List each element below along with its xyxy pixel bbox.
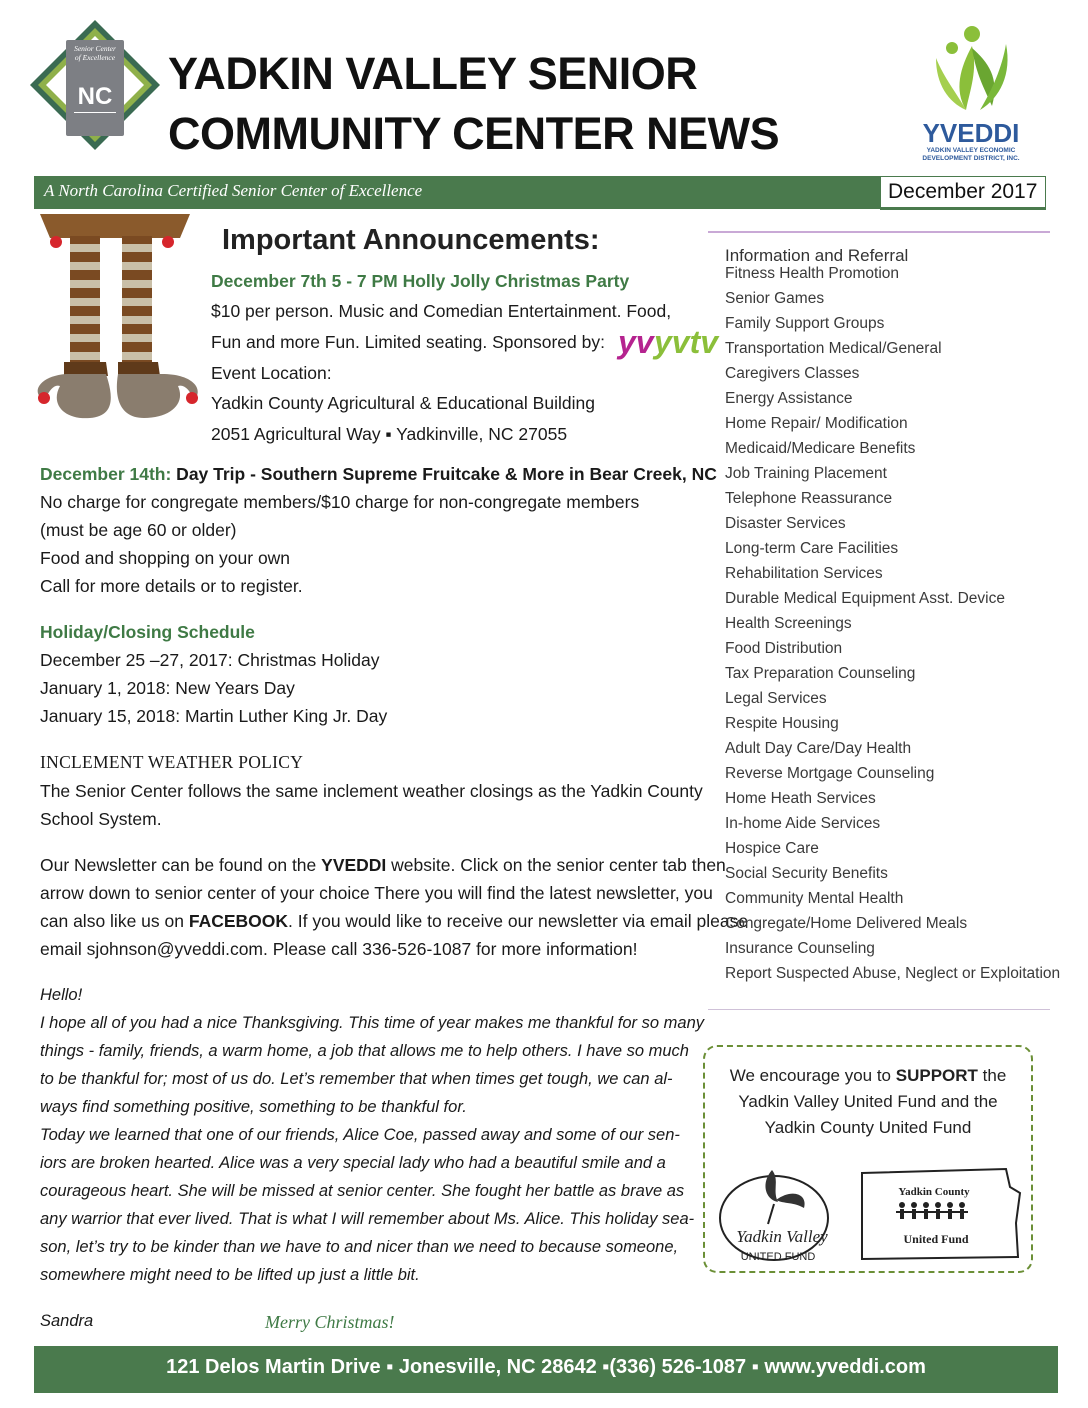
svg-text:of Excellence: of Excellence bbox=[74, 53, 116, 62]
referral-item: Telephone Reassurance bbox=[725, 490, 893, 507]
trip-title bbox=[40, 464, 717, 485]
referral-item: Health Screenings bbox=[725, 615, 852, 632]
referral-item: Hospice Care bbox=[725, 840, 819, 857]
svg-text:YVEDDI: YVEDDI bbox=[922, 118, 1020, 148]
svg-text:yvtv: yvtv bbox=[654, 324, 719, 360]
trip-title-text: Day Trip - Southern Supreme Fruitcake & More in Bear Creek, NC bbox=[171, 464, 717, 484]
support-text: We encourage you to bbox=[729, 1066, 896, 1085]
footer-contact: 121 Delos Martin Drive ▪ Jonesville, NC 28642 ▪(336) 526-1087 ▪ www.yveddi.com bbox=[166, 1356, 926, 1378]
elf-legs-illustration bbox=[30, 214, 200, 434]
trip-line4: Call for more details or to register. bbox=[40, 576, 303, 596]
referral-item: Tax Preparation Counseling bbox=[725, 665, 916, 682]
letter-line: to be thankful for; most of us do. Let’s remember that when times get tough, we can al- bbox=[40, 1070, 673, 1088]
support-line3: Yadkin County United Fund bbox=[764, 1118, 972, 1137]
svg-text:YADKIN VALLEY ECONOMIC: YADKIN VALLEY ECONOMIC bbox=[926, 147, 1016, 154]
letter-line: any warrior that ever lived. That is what I will remember about Ms. Alice. This holiday sea- bbox=[40, 1210, 695, 1228]
party-title: December 7th 5 - 7 PM Holly Jolly Christmas Party bbox=[211, 271, 630, 291]
holiday-line3: January 15, 2018: Martin Luther King Jr. Day bbox=[40, 706, 388, 726]
support-line2: Yadkin Valley United Fund and the bbox=[738, 1092, 998, 1111]
trip-line3: Food and shopping on your own bbox=[40, 548, 291, 568]
holiday-line2: January 1, 2018: New Years Day bbox=[40, 678, 295, 698]
referral-item: Medicaid/Medicare Benefits bbox=[725, 440, 916, 457]
letter-line: ways find something positive, something to be thankful for. bbox=[40, 1098, 467, 1116]
issue-date: December 2017 bbox=[888, 180, 1038, 203]
referral-item: Durable Medical Equipment Asst. Device bbox=[725, 590, 1005, 607]
referral-item: Congregate/Home Delivered Meals bbox=[725, 915, 968, 932]
referral-item: Respite Housing bbox=[725, 715, 839, 732]
yadkin-valley-united-fund-logo bbox=[712, 1160, 852, 1270]
newsletter-info-text: Our Newsletter can be found on the bbox=[40, 855, 322, 875]
letter-line: iors are broken hearted. Alice was a very special lady who had a beautiful smile and a bbox=[40, 1154, 666, 1172]
letter-line: somewhere might need to be lifted up just a little bit. bbox=[40, 1266, 420, 1284]
referral-item: Energy Assistance bbox=[725, 390, 853, 407]
tagline-text: A North Carolina Certified Senior Center of Excellence bbox=[44, 181, 423, 200]
referral-item: Food Distribution bbox=[725, 640, 843, 657]
newsletter-info-line4: email sjohnson@yveddi.com. Please call 336-526-1087 for more information! bbox=[40, 939, 638, 959]
referral-item: Reverse Mortgage Counseling bbox=[725, 765, 935, 782]
support-text: the bbox=[977, 1066, 1007, 1085]
referral-item: Job Training Placement bbox=[725, 465, 887, 482]
letter-line: I hope all of you had a nice Thanksgiving. This time of year makes me thankful for so many bbox=[40, 1014, 704, 1032]
svg-text:Yadkin Valley: Yadkin Valley bbox=[736, 1227, 828, 1246]
holiday-line1: December 25 –27, 2017: Christmas Holiday bbox=[40, 650, 380, 670]
letter-line: son, let’s try to be kinder than we have to and nicer than we need to because someone, bbox=[40, 1238, 679, 1256]
referral-item: Family Support Groups bbox=[725, 315, 885, 332]
party-detail-line1: $10 per person. Music and Comedian Entertainment. Food, bbox=[211, 301, 672, 321]
svg-text:DEVELOPMENT DISTRICT, INC.: DEVELOPMENT DISTRICT, INC. bbox=[922, 155, 1020, 162]
referral-item: Report Suspected Abuse, Neglect or Exploitation bbox=[725, 965, 1061, 982]
newsletter-info-line2: arrow down to senior center of your choice There you will find the latest newsletter, you bbox=[40, 883, 713, 903]
svg-text:UNITED FUND: UNITED FUND bbox=[740, 1251, 816, 1263]
letter-line: Today we learned that one of our friends, Alice Coe, passed away and some of our sen- bbox=[40, 1126, 680, 1144]
svg-text:Yadkin County: Yadkin County bbox=[898, 1186, 970, 1198]
svg-text:Senior Center: Senior Center bbox=[74, 44, 116, 53]
support-line1 bbox=[718, 1066, 1018, 1086]
referral-item: Legal Services bbox=[725, 690, 827, 707]
newsletter-info-text: website. Click on the senior center tab then bbox=[386, 855, 726, 875]
letter-greeting: Hello! bbox=[40, 986, 83, 1004]
referral-item: In-home Aide Services bbox=[725, 815, 881, 832]
party-detail-line2: Fun and more Fun. Limited seating. Sponsored by: bbox=[211, 332, 605, 352]
weather-policy-title: INCLEMENT WEATHER POLICY bbox=[40, 752, 304, 772]
letter-line: things - family, friends, a warm home, a job that allows me to help others. I have so much bbox=[40, 1042, 689, 1060]
yveddi-website-link[interactable]: YVEDDI bbox=[321, 855, 387, 875]
yveddi-logo bbox=[896, 18, 1046, 164]
sidebar-title: Information and Referral bbox=[725, 246, 909, 265]
referral-item: Senior Games bbox=[725, 290, 825, 307]
yadkin-county-united-fund-logo bbox=[856, 1163, 1024, 1263]
referral-item: Transportation Medical/General bbox=[725, 340, 942, 357]
weather-policy-line2: School System. bbox=[40, 809, 162, 829]
announcements-heading: Important Announcements: bbox=[222, 224, 600, 256]
referral-item: Adult Day Care/Day Health bbox=[725, 740, 912, 757]
holiday-schedule-title: Holiday/Closing Schedule bbox=[40, 622, 255, 642]
party-location-label: Event Location: bbox=[211, 363, 332, 383]
referral-item: Rehabilitation Services bbox=[725, 565, 883, 582]
merry-christmas-closing: Merry Christmas! bbox=[265, 1312, 395, 1332]
svg-text:NC: NC bbox=[77, 83, 113, 110]
referral-item: Fitness Health Promotion bbox=[725, 265, 900, 282]
newsletter-info-text: . If you would like to receive our newsletter via email please bbox=[288, 911, 749, 931]
weather-policy-line1: The Senior Center follows the same inclement weather closings as the Yadkin County bbox=[40, 781, 703, 801]
newsletter-info-text: can also like us on bbox=[40, 911, 189, 931]
newsletter-info-line1 bbox=[40, 855, 726, 876]
sidebar-bottom-rule bbox=[708, 1009, 1050, 1010]
newsletter-title-line2: COMMUNITY CENTER NEWS bbox=[168, 108, 780, 159]
referral-item: Long-term Care Facilities bbox=[725, 540, 899, 557]
referral-item: Disaster Services bbox=[725, 515, 846, 532]
senior-center-excellence-seal bbox=[28, 18, 162, 152]
party-location-building: Yadkin County Agricultural & Educational Building bbox=[211, 393, 595, 413]
letter-line: courageous heart. She will be missed at senior center. She fought her battle as brave as bbox=[40, 1182, 685, 1200]
referral-item: Social Security Benefits bbox=[725, 865, 888, 882]
facebook-link[interactable]: FACEBOOK bbox=[188, 911, 289, 931]
newsletter-title-line1: YADKIN VALLEY SENIOR bbox=[168, 48, 698, 99]
trip-date: December 14th: bbox=[40, 464, 172, 484]
support-emphasis: SUPPORT bbox=[895, 1066, 978, 1085]
newsletter-info-line3 bbox=[40, 911, 748, 932]
referral-item: Home Repair/ Modification bbox=[725, 415, 908, 432]
svg-text:yv: yv bbox=[618, 324, 654, 360]
date-underline bbox=[880, 207, 1046, 210]
referral-item: Community Mental Health bbox=[725, 890, 904, 907]
referral-item: Home Heath Services bbox=[725, 790, 876, 807]
trip-line2: (must be age 60 or older) bbox=[40, 520, 237, 540]
svg-text:United Fund: United Fund bbox=[903, 1232, 969, 1246]
letter-signature: Sandra bbox=[40, 1312, 94, 1330]
yvtv-sponsor-logo bbox=[618, 324, 719, 361]
trip-line1: No charge for congregate members/$10 charge for non-congregate members bbox=[40, 492, 640, 512]
referral-item: Insurance Counseling bbox=[725, 940, 875, 957]
sidebar-top-rule bbox=[708, 231, 1050, 233]
referral-item: Caregivers Classes bbox=[725, 365, 860, 382]
party-location-address: 2051 Agricultural Way ▪ Yadkinville, NC 27055 bbox=[211, 424, 568, 444]
